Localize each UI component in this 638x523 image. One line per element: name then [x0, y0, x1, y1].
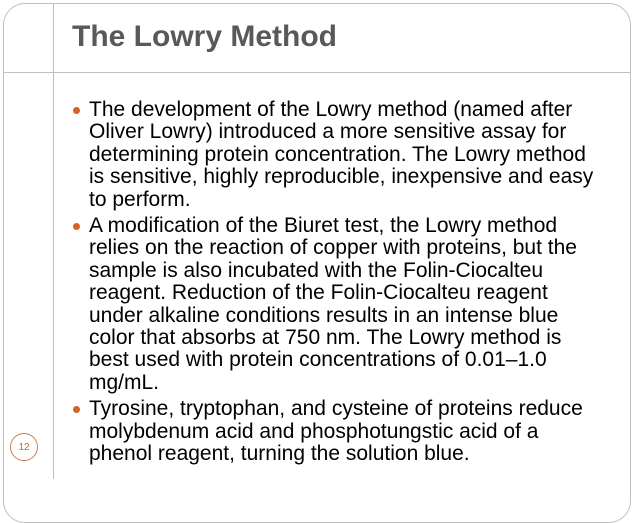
slide-number-badge: 12 — [10, 433, 38, 461]
bullet-item-1 — [72, 99, 602, 211]
bullet-item-3 — [72, 398, 602, 465]
title-divider — [3, 72, 631, 73]
bullet-dot-icon — [73, 406, 80, 413]
bullet-dot-icon — [73, 107, 80, 114]
bullet-text-3: Tyrosine, tryptophan, and cysteine of proteins reduce molybdenum acid and phosphotungstic acid of a phenol reagent, turning the solution blue. — [89, 397, 583, 466]
bullet-text-1: The development of the Lowry method (named after Oliver Lowry) introduced a more sensitive assay for determining protein concentration. The Lowry method is sensitive, highly reproducible, inexpensive and easy to perform. — [89, 98, 594, 211]
bullet-item-2 — [72, 215, 602, 394]
bullet-list — [72, 99, 602, 470]
left-divider — [53, 3, 54, 479]
bullet-text-2: A modification of the Biuret test, the Lowry method relies on the reaction of copper with proteins, but the sample is also incubated with the Folin-Ciocalteu reagent. Reduction of the Folin-Ciocalteu reagent under alkaline conditions results in an intense blue color that absorbs at 750 nm. The Lowry method is best used with protein concentrations of 0.01–1.0 mg/mL. — [89, 214, 577, 394]
page-title: The Lowry Method — [72, 20, 337, 53]
bullet-dot-icon — [73, 223, 80, 230]
